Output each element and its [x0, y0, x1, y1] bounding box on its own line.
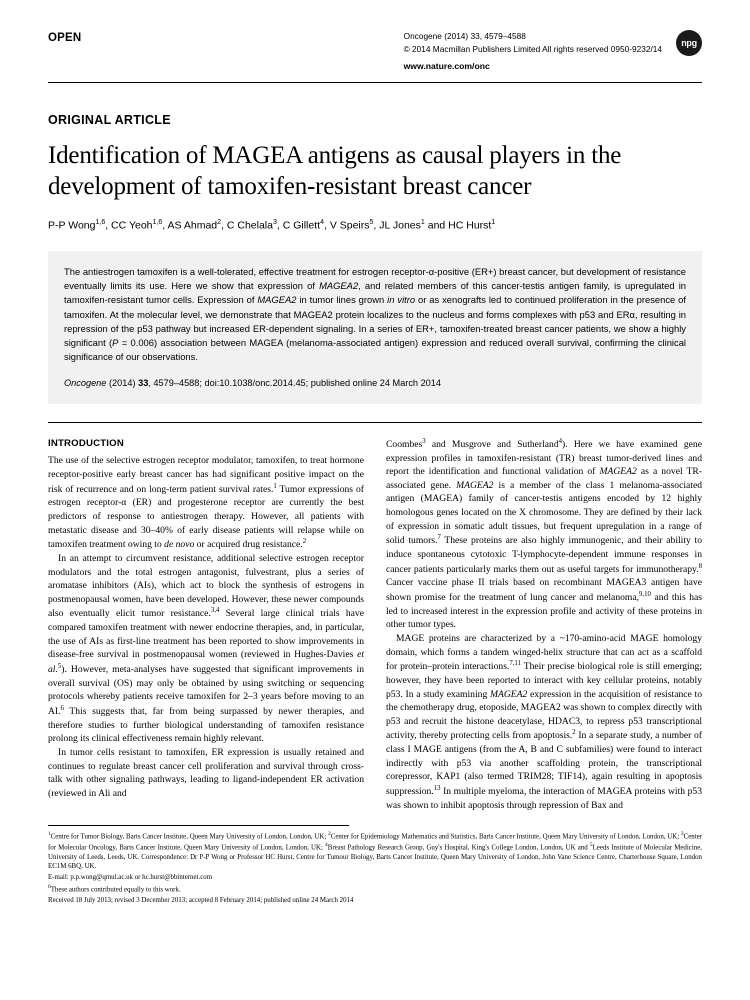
journal-citation: Oncogene (2014) 33, 4579–4588	[403, 31, 526, 41]
column-left	[48, 437, 364, 813]
paragraph: Coombes$^3$ and Musgrove and Sutherland$^4$). Here we have examined gene expression profiles in tamoxifen-resistant (TR) breast tumor-derived lines and report the identification and functional validation of MAGEA2 as a novel TR-associated gene. MAGEA2 is a member of the class 1 melanoma-associated antigen (MAGEA) family of cancer-testis antigens encoded by 12 highly homologous genes located on the X chromosome. They are defined by their lack of expression in somatic adult tissues, but frequent upregulation in a range of solid tumors.$^7$ These proteins are also highly immunogenic, and their ability to induce spontaneous cytotoxic T-lymphocyte-dependent immune responses in cancer patients particularly marks them out as useful targets for immunotherapy.$^8$ Cancer vaccine phase II trials based on recombinant MAGEA3 antigen have shown promise for the treatment of lung cancer and melanoma,$^{9,10}$ and this has led to increased interest in the expression profile and activity of these proteins in other tumor types.	[386, 437, 703, 631]
article-type-label: ORIGINAL ARTICLE	[48, 113, 171, 128]
paragraph: In an attempt to circumvent resistance, additional selective estrogen receptor modulators and the total estrogen antagonist, fulvestrant, plus a series of aromatase inhibitors (AIs), which act to block the synthesis of estrogens in postmenopausal women, have been developed. However, these newer compounds also eventually elicit tumor resistance.$^{3,4}$ Several large clinical trials have compared tamoxifen treatment with newer endocrine therapies, and, in particular, the use of AIs as first-line treatment has been reported to show improvements in disease-free survival in postmenopausal women (reviewed in Hughes-Davies et al.$^5$). However, meta-analyses have suggested that significant improvements in overall survival (OS) may only be obtained by using switching or sequencing protocols whereby patients receive tamoxifen for 2–3 years before moving to an AI.$^6$ This suggests that, far from being surpassed by newer therapies, and therefore studies to further biological understanding of tamoxifen resistance prolong its clinical effectiveness remain highly relevant.	[48, 552, 364, 745]
affiliations: $^1$Centre for Tumor Biology, Barts Cancer Institute, Queen Mary University of London, London, UK; $^2$Center for Epidemiology Mathematics and Statistics, Barts Cancer Institute, Queen Mary University of London, London, UK; $^3$Center for Molecular Oncology, Barts Cancer Institute, Queen Mary University of London, London, UK; $^4$Breast Pathology Research Group, Guy's Hospital, King's College London, London, UK and $^5$Leeds Institute of Molecular Medicine, University of Leeds, Leeds, UK. Correspondence: Dr P-P Wong or Professor HC Hurst, Centre for Tumour Biology, Barts Cancer Institute, Queen Mary University of London, John Vane Science Centre, Charterhouse Square, London EC1M 6BQ, UK.	[48, 830, 702, 871]
masthead-divider	[48, 82, 702, 83]
submission-dates: Received 18 July 2013; revised 3 December 2013; accepted 8 February 2014; published online 24 March 2014	[48, 897, 354, 905]
open-access-tag: OPEN	[48, 32, 82, 44]
paragraph: In tumor cells resistant to tamoxifen, ER expression is usually retained and continues to regulate breast cancer cell proliferation and survival through cross-talk with other signaling pathways, leading to ligand-independent ER activation (reviewed in Ali and	[48, 747, 364, 799]
journal-info	[404, 28, 662, 72]
abstract-citation: Oncogene (2014) 33, 4579–4588; doi:10.1038/onc.2014.45; published online 24 March 2014	[64, 377, 442, 388]
section-heading-introduction: INTRODUCTION	[48, 437, 124, 449]
journal-url: www.nature.com/onc	[403, 61, 490, 72]
body-columns	[48, 437, 702, 813]
contact-email: E-mail: p.p.wong@qmul.ac.uk or hc.hurst@bbinternet.com	[48, 874, 213, 882]
abstract-box	[48, 251, 702, 404]
page-title: Identification of MAGEA antigens as causal players in the development of tamoxifen-resistant breast cancer	[48, 142, 622, 200]
author-list: P-P Wong$^{1,6}$, CC Yeoh$^{1,6}$, AS Ahmad$^2$, C Chelala$^3$, C Gillett$^4$, V Speirs$^5$, JL Jones$^1$ and HC Hurst$^1$	[48, 219, 496, 232]
column-right	[386, 437, 702, 813]
equal-contribution-note: $^6$These authors contributed equally to this work.	[48, 884, 181, 894]
paragraph: The use of the selective estrogen receptor modulator, tamoxifen, to treat hormone receptor-positive early breast cancer has had significant positive impact on the risk of recurrence and on long-term patient survival rates.$^1$ Tumor expressions of estrogen receptor-α (ER) and progesterone receptor are currently the best predictors of response to antiestrogen therapy. However, all patients with metastatic disease and 30–40% of early disease patients will relapse while on tamoxifen treatment owing to de novo or acquired drug resistance.$^2$	[48, 455, 364, 551]
paragraph: MAGE proteins are characterized by a ~170-amino-acid MAGE homology domain, which forms a tandem winged-helix structure that can act as a scaffold for protein–protein interactions.$^{7,11}$ Their precise biological role is still emerging; however, they have been reported to interact with key cellular proteins, notably p53. In a study examining MAGEA2 expression in the acquisition of resistance to the chemotherapy drug, etoposide, MAGEA2 was shown to complex directly with p53 and recruit the histone deacetylase, HDAC3, to repress p53 transcriptional activity, thereby protecting cells from apoptosis.$^2$ In a separate study, a number of class I MAGE antigens (from the A, B and C subfamilies) were found to interact indirectly with p53 via another scaffolding protein, the transcriptional corepressor, KAP1 (also termed TRIM28; TIF14), again resulting in apoptosis suppression.$^{13}$ In multiple myeloma, the interaction of MAGEA proteins with p53 was shown to inhibit apoptosis through repression of Bax and	[386, 633, 702, 811]
footnotes	[48, 831, 702, 906]
npg-logo-icon: npg	[676, 30, 702, 56]
abstract-text: The antiestrogen tamoxifen is a well-tolerated, effective treatment for estrogen receptor-α-positive (ER+) breast cancer, but development of resistance eventually limits its use. Here we show that expression of MAGEA2, and related members of this cancer-testis antigen family, is upregulated in tamoxifen-resistant tumor cells. Expression of MAGEA2 in tumor lines grown in vitro or as xenografts led to continued proliferation in the presence of tamoxifen. At the molecular level, we demonstrate that MAGEA2 protein localizes to the nucleus and forms complexes with p53 and ERα, resulting in repression of the p53 pathway but increased ER-dependent signaling. In a series of ER+, tamoxifen-treated breast cancer patients, we show a highly significant (P = 0.006) association between MAGEA (melanoma-associated antigen) expression and reduced overall survival, confirming the clinical significance of our observations.	[64, 265, 686, 363]
abstract-divider	[48, 422, 702, 423]
masthead	[48, 28, 702, 76]
journal-copyright: © 2014 Macmillan Publishers Limited All rights reserved 0950-9232/14	[403, 44, 662, 55]
footnote-divider	[48, 825, 349, 826]
